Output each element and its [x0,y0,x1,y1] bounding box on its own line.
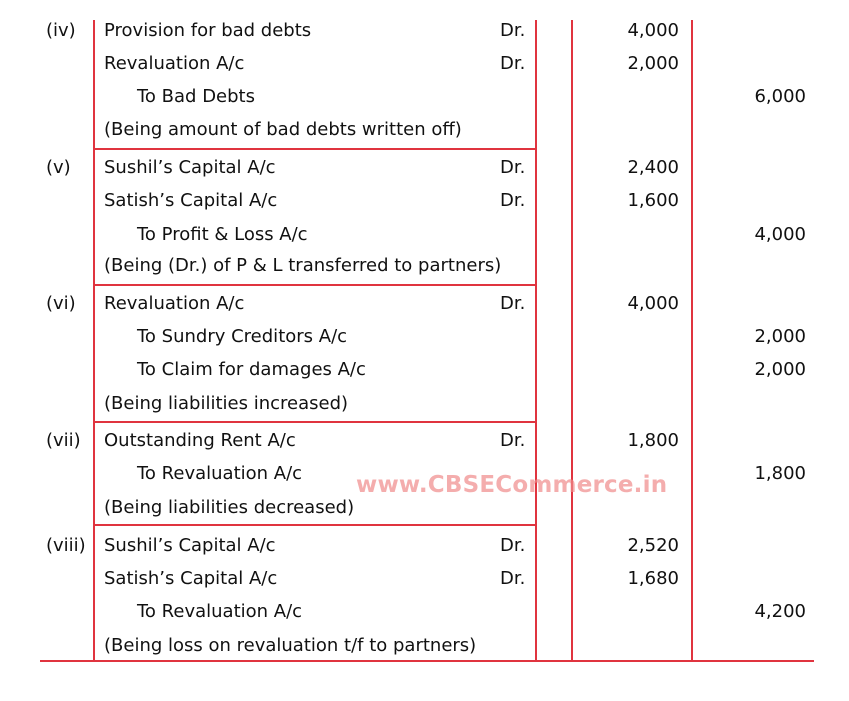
dr-marker: Dr. [500,568,526,589]
narration: (Being loss on revaluation t/f to partners) [104,635,477,656]
dr-marker: Dr. [500,20,526,41]
entry-number: (vi) [46,293,76,314]
watermark-text: www.CBSECommerce.in [356,472,668,498]
debit-account-particulars: Sushil’s Capital A/c [104,157,276,178]
debit-right-border [691,20,693,662]
entry-separator [93,148,537,150]
credit-account-particulars: To Revaluation A/c [137,601,303,622]
dr-marker: Dr. [500,293,526,314]
dr-marker: Dr. [500,535,526,556]
table-bottom-border [40,660,814,662]
credit-account-particulars: To Sundry Creditors A/c [137,326,348,347]
credit-amount: 1,800 [754,463,806,484]
debit-account-particulars: Outstanding Rent A/c [104,430,296,451]
particulars-right-border [535,20,537,662]
debit-left-border [571,20,573,662]
debit-amount: 2,520 [627,535,679,556]
entry-number: (viii) [46,535,86,556]
debit-account-particulars: Satish’s Capital A/c [104,568,278,589]
entry-separator [93,524,537,526]
narration: (Being amount of bad debts written off) [104,119,462,140]
dr-marker: Dr. [500,157,526,178]
debit-account-particulars: Revaluation A/c [104,293,245,314]
credit-amount: 4,200 [754,601,806,622]
debit-amount: 4,000 [627,293,679,314]
debit-amount: 1,600 [627,190,679,211]
credit-amount: 6,000 [754,86,806,107]
entry-separator [93,284,537,286]
narration: (Being liabilities decreased) [104,497,355,518]
narration: (Being liabilities increased) [104,393,349,414]
debit-amount: 2,400 [627,157,679,178]
credit-amount: 2,000 [754,359,806,380]
debit-amount: 1,800 [627,430,679,451]
narration: (Being (Dr.) of P & L transferred to partners) [104,255,502,276]
particulars-left-border [93,20,95,662]
debit-amount: 4,000 [627,20,679,41]
credit-account-particulars: To Revaluation A/c [137,463,303,484]
credit-amount: 2,000 [754,326,806,347]
debit-account-particulars: Sushil’s Capital A/c [104,535,276,556]
entry-number: (vii) [46,430,81,451]
dr-marker: Dr. [500,53,526,74]
debit-account-particulars: Satish’s Capital A/c [104,190,278,211]
entry-separator [93,421,537,423]
credit-account-particulars: To Bad Debts [137,86,255,107]
dr-marker: Dr. [500,430,526,451]
entry-number: (iv) [46,20,76,41]
entry-number: (v) [46,157,71,178]
debit-account-particulars: Provision for bad debts [104,20,312,41]
credit-amount: 4,000 [754,224,806,245]
debit-amount: 2,000 [627,53,679,74]
dr-marker: Dr. [500,190,526,211]
credit-account-particulars: To Profit & Loss A/c [137,224,308,245]
credit-account-particulars: To Claim for damages A/c [137,359,366,380]
debit-amount: 1,680 [627,568,679,589]
debit-account-particulars: Revaluation A/c [104,53,245,74]
